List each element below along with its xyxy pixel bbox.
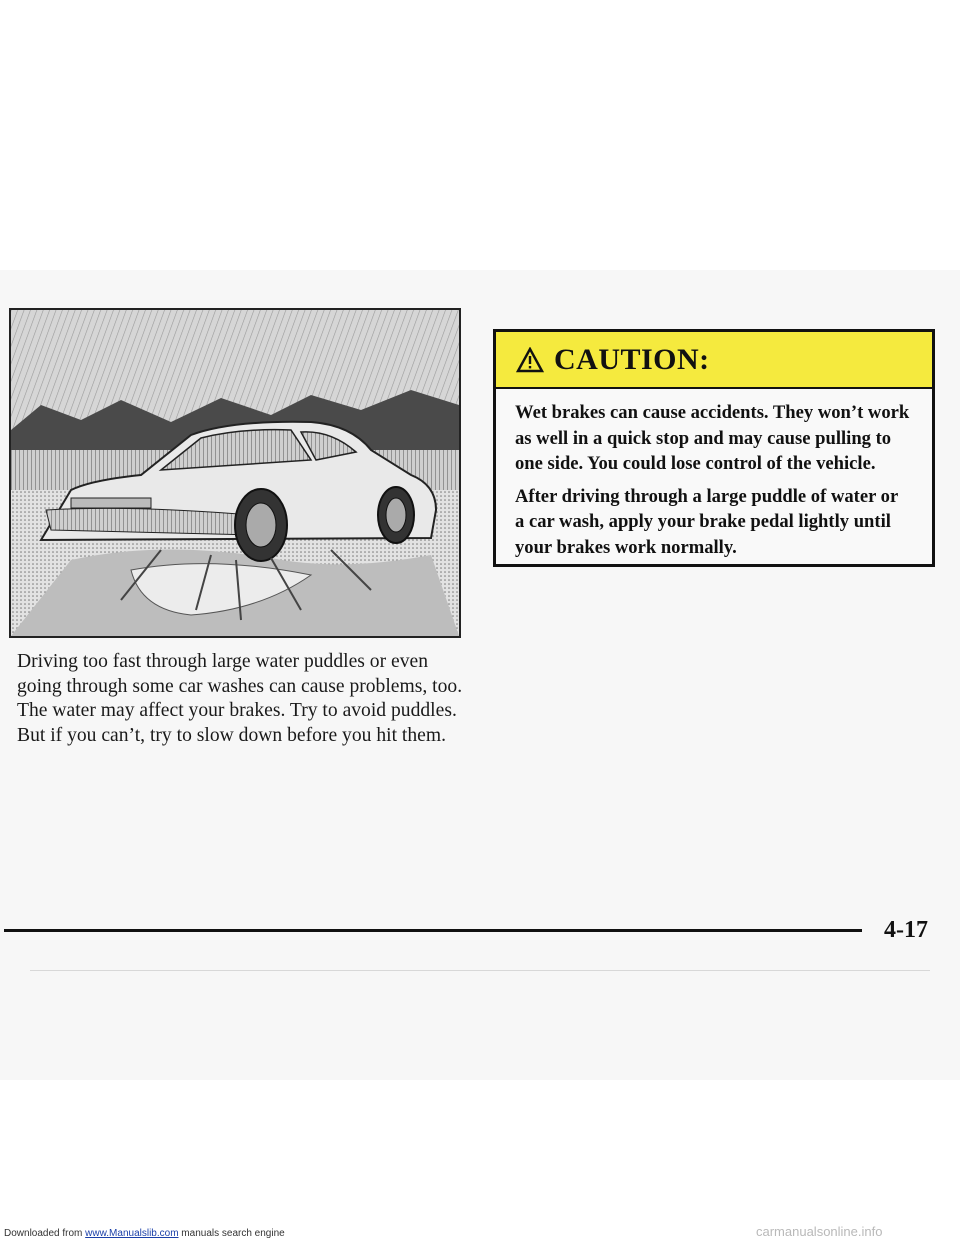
body-line: The water may affect your brakes. Try to avoid puddles. xyxy=(17,700,457,721)
download-footer xyxy=(4,1228,285,1239)
page-number: 4-17 xyxy=(884,917,928,943)
caution-body xyxy=(496,389,932,560)
page-top-blank xyxy=(0,0,960,270)
body-line: Driving too fast through large water puddles or even xyxy=(17,651,428,672)
caution-line: After driving through a large puddle of water or xyxy=(515,485,899,507)
body-line: But if you can’t, try to slow down before you hit them. xyxy=(17,724,447,746)
scan-artifact-line xyxy=(30,970,930,971)
caution-paragraph xyxy=(515,400,918,477)
caution-line: one side. You could lose control of the vehicle. xyxy=(515,453,876,474)
footer-rule xyxy=(4,929,862,932)
caution-header xyxy=(496,332,932,389)
caution-line: a car wash, apply your brake pedal lightly until xyxy=(515,511,891,532)
body-paragraph xyxy=(17,650,477,748)
caution-line: as well in a quick stop and may cause pulling to xyxy=(515,427,892,449)
car-illustration-svg xyxy=(11,310,459,636)
caution-paragraph xyxy=(515,484,918,561)
car-splashing-water-illustration xyxy=(9,308,461,638)
body-line: going through some car washes can cause problems, too. xyxy=(17,675,463,697)
caution-title: CAUTION: xyxy=(554,342,710,376)
warning-triangle-icon xyxy=(516,347,544,373)
manualslib-link[interactable]: www.Manualslib.com xyxy=(85,1228,179,1239)
footer-suffix: manuals search engine xyxy=(178,1228,285,1239)
caution-line: your brakes work normally. xyxy=(515,536,737,558)
caution-line: Wet brakes can cause accidents. They won’t work xyxy=(515,402,910,423)
watermark: carmanualsonline.info xyxy=(756,1224,883,1239)
page-bottom-blank xyxy=(0,1080,960,1242)
footer-prefix: Downloaded from xyxy=(4,1228,86,1239)
caution-box xyxy=(493,329,935,567)
